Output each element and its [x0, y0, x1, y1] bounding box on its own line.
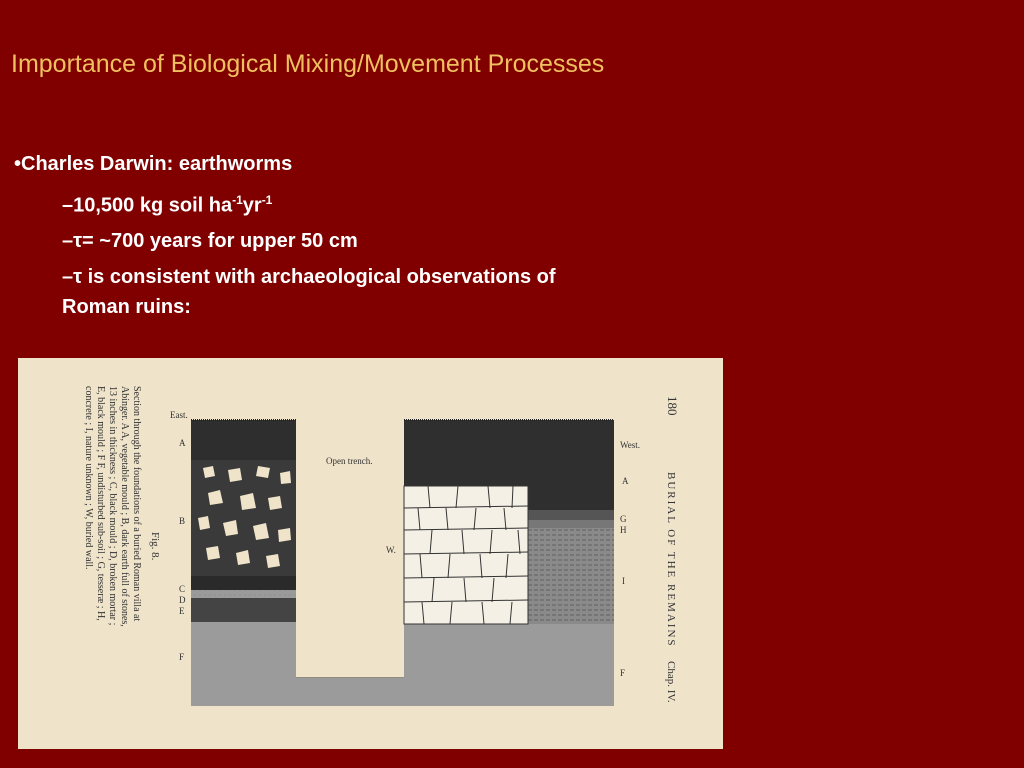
caption-line-3: 13 inches in thickness ; C, black mould ; D, broken mortar ;: [107, 386, 118, 626]
fig-label-group: [149, 532, 161, 561]
page-number: 180: [665, 396, 680, 416]
left-layer-a: [191, 420, 296, 460]
bullet-darwin: •Charles Darwin: earthworms: [14, 153, 293, 175]
sub-bullet-consistent: –τ is consistent with archaeological observations of: [62, 266, 556, 288]
sub-bullet-roman: Roman ruins:: [62, 296, 191, 318]
label-open-trench: Open trench.: [326, 456, 373, 466]
darwin-figure: [18, 358, 723, 749]
label-east: East.: [170, 410, 188, 420]
sub-bullet-rate: [62, 193, 272, 218]
label-wall: W.: [386, 545, 396, 555]
label-right-h: H: [620, 525, 627, 535]
label-west: West.: [620, 440, 641, 450]
left-layer-e: [191, 598, 296, 622]
rate-sup-yr: -1: [261, 193, 273, 207]
book-header: [665, 396, 680, 703]
caption-line-2: Abinger. A A, vegetable mould ; B, dark earth full of stones,: [119, 386, 130, 627]
label-left-d: D: [179, 595, 186, 605]
sub-bullet-tau: –τ= ~700 years for upper 50 cm: [62, 230, 358, 252]
caption: [83, 386, 142, 627]
left-column: [191, 420, 296, 706]
label-left-c: C: [179, 584, 186, 594]
label-left-b: B: [179, 516, 186, 526]
caption-line-5: concrete ; I, nature unknown ; W, buried wall.: [83, 386, 94, 570]
chapter-label: Chap. IV.: [665, 661, 677, 703]
right-layer-g: [528, 510, 614, 520]
left-layer-c: [191, 576, 296, 590]
rate-yr: yr: [242, 194, 262, 217]
label-right-g: G: [620, 514, 627, 524]
label-right-f: F: [620, 668, 626, 678]
right-layer-h: [528, 520, 614, 528]
running-head: BURIAL OF THE REMAINS: [665, 472, 677, 648]
left-layer-d: [191, 590, 296, 598]
right-layer-i: [528, 528, 614, 624]
label-right-i: I: [622, 576, 625, 586]
right-layer-f: [404, 624, 614, 706]
section-drawing: [18, 358, 723, 749]
caption-line-4: E, black mould ; F F, undisturbed sub-soil ; G, tesseræ ; H,: [95, 386, 106, 621]
fig-label: Fig. 8.: [149, 532, 161, 561]
label-left-a: A: [179, 438, 186, 448]
rate-sup-ha: -1: [232, 193, 243, 207]
right-column: [404, 420, 614, 706]
rate-text: –10,500 kg soil ha: [62, 194, 233, 217]
caption-line-1: Section through the foundations of a buried Roman villa at: [131, 386, 142, 622]
slide-title: Importance of Biological Mixing/Movement Processes: [11, 50, 605, 78]
label-left-e: E: [179, 606, 185, 616]
left-layer-f: [191, 622, 296, 706]
label-left-f: F: [179, 652, 185, 662]
label-right-a: A: [622, 476, 629, 486]
